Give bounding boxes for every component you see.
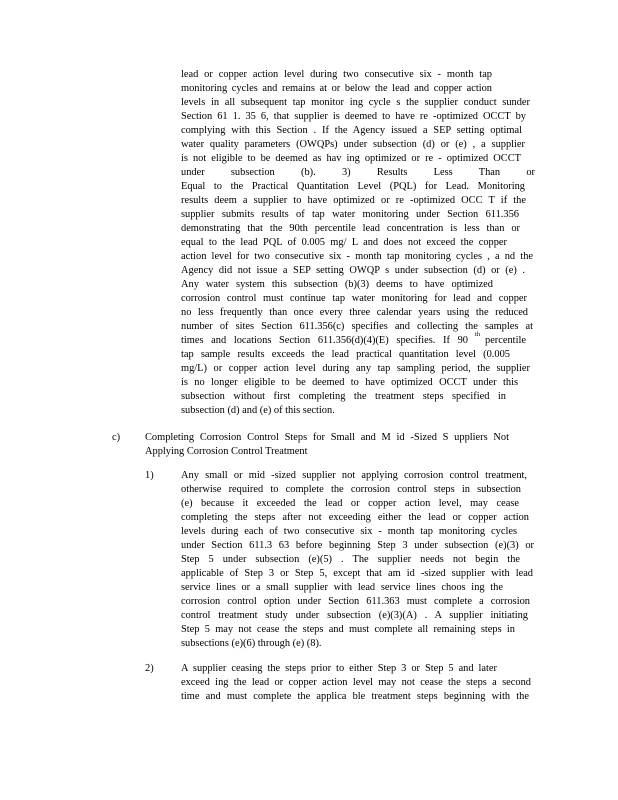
item-2-marker: 2) (145, 663, 154, 674)
text-line: Equal to the Practical Quantitation Level (PQL) for Lead. Monitoring (181, 181, 525, 192)
text-line: no less frequently than once every three calendar years using the reduced (181, 307, 528, 318)
text-line: Section 61 1. 35 6, that supplier is deemed to have re -optimized OCCT by (181, 111, 526, 122)
text-line: Any small or mid -sized supplier not applying corrosion control treatment, (181, 470, 527, 481)
text-line: Any water system this subsection (b)(3) deems to have optimized (181, 279, 493, 290)
text-line: action level for two consecutive six - month tap monitoring cycles , a nd the (181, 251, 533, 262)
text-line: demonstrating that the 90th percentile lead concentration is less than or (181, 223, 520, 234)
text-line: applicable of Step 3 or Step 5, except that am id -sized supplier with lead (181, 568, 533, 579)
text-line: mg/L) or copper action level during any tap sampling period, the supplier (181, 363, 530, 374)
text-line: supplier submits results of tap water monitoring under Section 611.356 (181, 209, 519, 220)
text-line: (e) because it exceeded the lead or copper action level, may cease (181, 498, 519, 509)
text-line: exceed ing the lead or copper action level may not cease the steps a second (181, 677, 531, 688)
item-1-marker: 1) (145, 470, 154, 481)
text-line: Step 5 under subsection (e)(5) . The supplier needs not begin the (181, 554, 520, 565)
text-line: time and must complete the applica ble treatment steps beginning with the (181, 691, 529, 702)
text-line: lead or copper action level during two consecutive six - month tap (181, 69, 492, 80)
text-line: subsection (d) and (e) of this section. (181, 405, 335, 416)
text-line-tail: percentile (485, 335, 526, 346)
text-line: results deem a supplier to have optimized or re -optimized OCC T if the (181, 195, 526, 206)
text-line: control treatment study under subsection (e)(3)(A) . A supplier initiating (181, 610, 528, 621)
superscript-th: th (475, 331, 481, 338)
section-c-heading-line: Completing Corrosion Control Steps for Small and M id -Sized S uppliers Not (145, 432, 509, 443)
text-line: under subsection (b). 3) Results Less Than or (181, 167, 535, 178)
text-line: subsections (e)(6) through (e) (8). (181, 638, 322, 649)
text-line: completing the steps after not exceeding either the lead or copper action (181, 512, 529, 523)
text-line: A supplier ceasing the steps prior to either Step 3 or Step 5 and later (181, 663, 497, 674)
text-line: under Section 611.3 63 before beginning Step 3 under subsection (e)(3) or (181, 540, 534, 551)
text-line: is not eligible to be deemed as hav ing optimized or re - optimized OCCT (181, 153, 521, 164)
text-line: monitoring cycles and remains at or below the lead and copper action (181, 83, 492, 94)
text-line: subsection without first completing the treatment steps specified in (181, 391, 506, 402)
text-line: otherwise required to complete the corrosion control steps in subsection (181, 484, 521, 495)
text-line: water quality parameters (OWQPs) under subsection (d) or (e) , a supplier (181, 139, 525, 150)
text-line: service lines or a small supplier with lead service lines choos ing the (181, 582, 503, 593)
text-line: equal to the lead PQL of 0.005 mg/ L and does not exceed the copper (181, 237, 507, 248)
text-line: corrosion control option under Section 611.363 must complete a corrosion (181, 596, 530, 607)
text-line: Step 5 may not cease the steps and must complete all remaining steps in (181, 624, 515, 635)
section-c-heading-line: Applying Corrosion Control Treatment (145, 446, 308, 457)
text-line: Agency did not issue a SEP setting OWQP s under subsection (d) or (e) . (181, 265, 525, 276)
text-line: corrosion control must continue tap water monitoring for lead and copper (181, 293, 527, 304)
text-line: levels during each of two consecutive six - month tap monitoring cycles (181, 526, 517, 537)
text-line: is no longer eligible to be deemed to have optimized OCCT under this (181, 377, 518, 388)
text-line: number of sites Section 611.356(c) specifies and collecting the samples at (181, 321, 533, 332)
text-line: complying with this Section . If the Agency issued a SEP setting optimal (181, 125, 522, 136)
text-line: times and locations Section 611.356(d)(4)(E) specifies. If 90 (181, 335, 468, 346)
text-line: levels in all subsequent tap monitor ing cycle s the supplier conduct sunder (181, 97, 530, 108)
section-c-marker: c) (112, 432, 121, 443)
text-line: tap sample results exceeds the lead practical quantitation level (0.005 (181, 349, 510, 360)
